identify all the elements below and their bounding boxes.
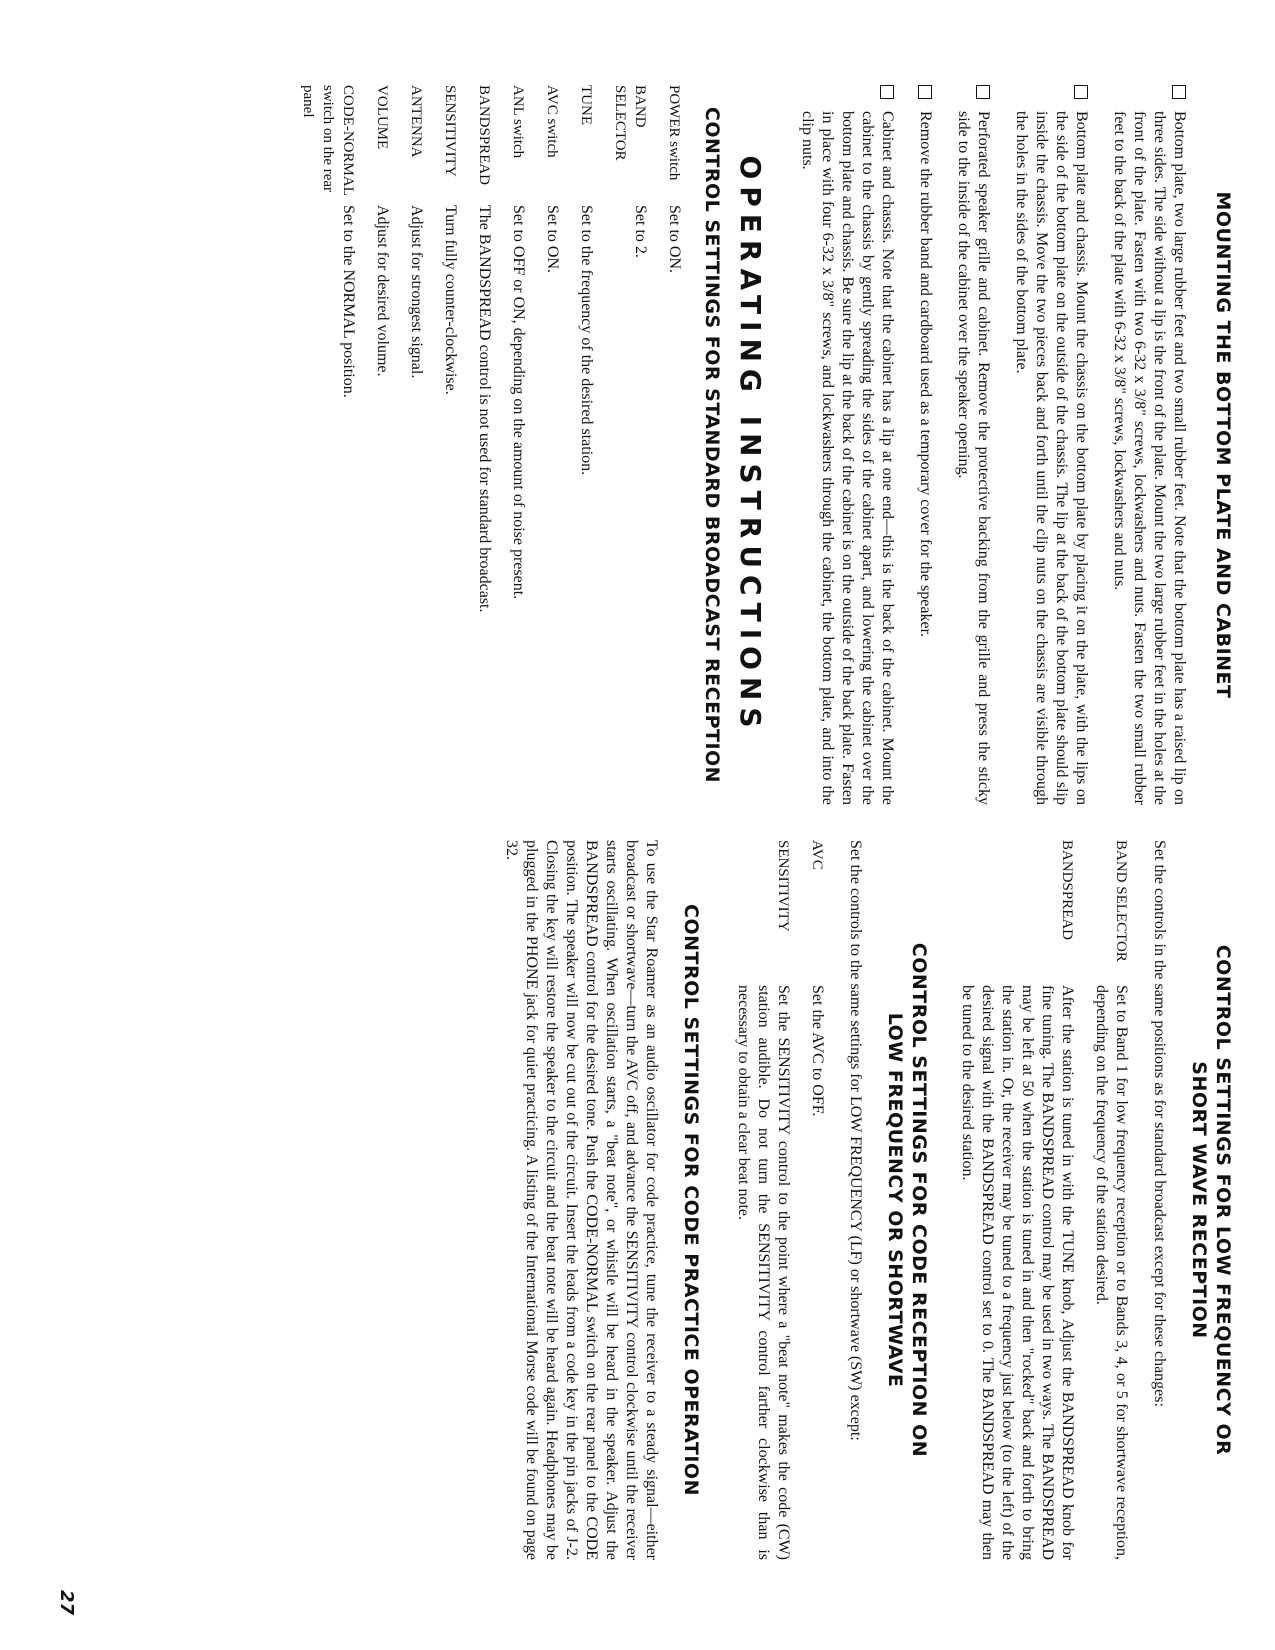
setting-name: CODE-NORMAL switch on the rear panel xyxy=(300,85,356,196)
setting-volume xyxy=(372,85,392,805)
step-text: Perforated speaker grille and cabinet. Remove the protective backing from the grille and press the sticky side to the inside of the cabinet over the speaker opening. xyxy=(955,111,992,805)
page-number: 27 xyxy=(56,1590,77,1616)
setting-name: BAND SELECTOR xyxy=(612,85,648,161)
setting-value: Set to ON. xyxy=(666,205,683,273)
code-reception-intro: Set the controls to the same settings for LOW FREQUENCY (LF) or shortwave (SW) except: xyxy=(847,840,864,1441)
step-speaker-grille xyxy=(953,85,993,805)
setting-name: BANDSPREAD xyxy=(476,85,492,186)
step-bottom-plate-feet xyxy=(1109,85,1189,805)
code-reception-settings xyxy=(733,840,827,1560)
step-text: Remove the rubber band and cardboard used as a temporary cover for the speaker. xyxy=(917,111,934,638)
standard-settings xyxy=(298,85,684,805)
setting-antenna xyxy=(406,85,426,805)
left-column xyxy=(284,85,1275,805)
setting-name: ANTENNA xyxy=(408,85,424,158)
code-reception-heading-line-1: CONTROL SETTINGS FOR CODE RECEPTION ON xyxy=(908,942,930,1458)
setting-value: After the station is tuned in with the TUNE knob, Adjust the BANDSPREAD knob for fine tuning. The BANDSPREAD control may be used in two ways. The BANDSPREAD may be left at 50 when the station is tuned in and then "rocked" back and forth to bring the station in. Or, the receiver may be tuned to a frequency just below (to the left) of the desired signal with the BANDSPREAD control set to 0. The BANDSPREAD may then be tuned to the desired station. xyxy=(959,985,1076,1560)
step-text: Bottom plate and chassis. Mount the chassis on the bottom plate by placing it on the plate, with the lips on the side of the bottom plate on the outside of the chassis. The lip at the back of the bottom plate should slip inside the chassis. Move the two pieces back and forth until the clip nuts on the chassis are visible through the holes in the sides of the bottom plate. xyxy=(1013,111,1090,805)
setting-bandspread xyxy=(474,85,494,805)
setting-value: Set the SENSITIVITY control to the point where a "beat note" makes the code (CW) station audible. Do not turn the SENSITIVITY control farther clockwise than is necessary to obtain a clear beat note. xyxy=(735,985,792,1560)
setting-name: TUNE xyxy=(578,85,594,125)
setting-value: Adjust for desired volume. xyxy=(374,205,391,377)
setting-value: Set to the NORMAL position. xyxy=(340,205,357,398)
checkbox[interactable] xyxy=(1172,85,1186,99)
setting-code-normal xyxy=(298,85,358,805)
setting-value: Set to the frequency of the desired station. xyxy=(578,205,595,476)
lf-sw-intro: Set the controls in the same positions as for standard broadcast except for these changes: xyxy=(1151,840,1168,1407)
setting-name: BANDSPREAD xyxy=(1059,840,1075,941)
operating-title: OPERATING INSTRUCTIONS xyxy=(734,155,767,735)
setting-value: Set to ON. xyxy=(544,205,561,273)
setting-avc xyxy=(542,85,562,805)
code-practice-body: To use the Star Roamer as an audio oscillator for code practice, tune the receiver to a steady signal—either broadcast or shortwave—turn the AVC off, and advance the SENSITIVITY control clockwise until the receiver starts oscillating. When oscillation starts, a "beat note", or whistle will be heard in the speaker. Adjust the BANDSPREAD control for the desired tone. Push the CODE-NORMAL switch on the rear panel to the CODE position. The speaker will now be cut out of the circuit. Insert the leads from a code key in the pin jacks of J-2. Closing the key will restore the speaker to the circuit and the beat note will be heard again. Headphones may be plugged in the PHONE jack for quiet practicing. A listing of the International Morse code will be found on page 32. xyxy=(503,840,660,1560)
setting-name: VOLUME xyxy=(374,85,390,150)
code-reception-heading-line-2: LOW FREQUENCY OR SHORTWAVE xyxy=(884,1012,906,1388)
setting-tune xyxy=(576,85,596,805)
setting-bandspread xyxy=(957,840,1077,1560)
step-text: Bottom plate, two large rubber feet and two small rubber feet. Note that the bottom plate has a raised lip on three sides. The side without a lip is the front of the plate. Mount the two large rubber feet in the holes at the front of the plate. Fasten with two 6-32 x 3/8" screws, lockwashers and nuts. Fasten the two small rubber feet to the back of the plate with 6-32 x 3/8" screws, lockwashers and nuts. xyxy=(1111,111,1188,805)
checkbox[interactable] xyxy=(976,85,990,99)
mounting-heading: MOUNTING THE BOTTOM PLATE AND CABINET xyxy=(1212,191,1234,699)
setting-name: SENSITIVITY xyxy=(775,840,791,932)
setting-band-selector xyxy=(1091,840,1131,1560)
setting-power xyxy=(664,85,684,805)
setting-name: AVC switch xyxy=(544,85,560,158)
setting-name: SENSITIVITY xyxy=(442,85,458,177)
lf-sw-settings xyxy=(957,840,1131,1560)
step-bottom-plate-chassis xyxy=(1011,85,1091,805)
setting-value: Set the AVC to OFF. xyxy=(809,985,826,1117)
setting-name: AVC xyxy=(809,840,825,870)
setting-value: Adjust for strongest signal. xyxy=(408,205,425,379)
setting-name: POWER switch xyxy=(666,85,682,181)
lf-sw-heading-line-1: CONTROL SETTINGS FOR LOW FREQUENCY OR xyxy=(1212,944,1234,1456)
setting-name: ANL switch xyxy=(510,85,526,159)
setting-value: Set to 2. xyxy=(632,205,649,258)
setting-avc xyxy=(807,840,827,1560)
setting-sensitivity xyxy=(440,85,460,805)
right-column xyxy=(501,840,1275,1560)
code-reception-heading xyxy=(883,840,931,1560)
setting-value: Set to OFF or ON, depending on the amount of noise present. xyxy=(510,205,527,600)
setting-anl xyxy=(508,85,528,805)
step-cabinet-chassis xyxy=(797,85,897,805)
checkbox[interactable] xyxy=(918,85,932,99)
setting-value: Set to Band 1 for low frequency reception or to Bands 3, 4, or 5 for shortwave reception, depending on the frequency of the station desired. xyxy=(1093,985,1130,1560)
checkbox[interactable] xyxy=(880,85,894,99)
mounting-steps xyxy=(797,85,1189,805)
setting-sensitivity xyxy=(733,840,793,1560)
code-practice-heading: CONTROL SETTINGS FOR CODE PRACTICE OPERATION xyxy=(680,904,702,1496)
step-text: Cabinet and chassis. Note that the cabinet has a lip at one end—this is the back of the cabinet. Mount the cabinet to the chassis by gently spreading the sides of the cabinet apart, and lowering the cabinet over the bottom plate and chassis. Be sure the lip at the back of the cabinet is on the outside of the back plate. Fasten in place with four 6-32 x 3/8" screws, and lockwashers through the cabinet, the bottom plate, and into the clip nuts. xyxy=(799,111,896,805)
step-remove-rubber-band xyxy=(915,85,935,805)
setting-value: The BANDSPREAD control is not used for standard broadcast. xyxy=(476,205,493,613)
setting-band-selector xyxy=(610,85,650,805)
standard-heading: CONTROL SETTINGS FOR STANDARD BROADCAST RECEPTION xyxy=(701,106,723,784)
lf-sw-heading-line-2: SHORT WAVE RECEPTION xyxy=(1188,1061,1210,1339)
setting-value: Turn fully counter-clockwise. xyxy=(442,205,459,395)
setting-name: BAND SELECTOR xyxy=(1113,840,1129,962)
lf-sw-heading xyxy=(1187,840,1235,1560)
checkbox[interactable] xyxy=(1074,85,1088,99)
